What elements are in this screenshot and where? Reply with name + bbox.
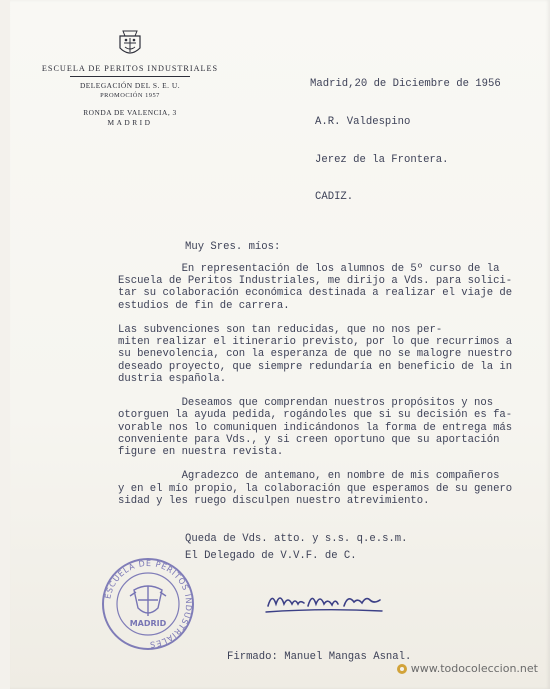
- watermark-logo-icon: [396, 663, 408, 675]
- crest-icon: [117, 28, 143, 58]
- body-line: estudios de fin de carrera.: [118, 299, 290, 312]
- school-stamp: [100, 556, 196, 652]
- body-line: Deseamos que comprendan nuestros propósitos y nos: [118, 397, 494, 410]
- recipient-city: Jerez de la Frontera.: [315, 153, 449, 166]
- body-line: otorguen la ayuda pedida, rogándoles que si su decisión es fa-: [118, 409, 513, 422]
- letterhead-city: MADRID: [107, 118, 153, 127]
- body-line: tar su colaboración económica destinada a realizar el viaje de: [118, 287, 513, 300]
- body-line: Escuela de Peritos Industriales, me dirijo a Vds. para solici-: [118, 275, 513, 288]
- recipient-name: A.R. Valdespino: [315, 116, 411, 128]
- recipient-province: CADIZ.: [315, 191, 354, 203]
- body-line: Agradezco de antemano, en nombre de mis compañeros: [118, 470, 500, 483]
- letterhead-address: RONDA DE VALENCIA, 3: [83, 108, 177, 117]
- body-line: [118, 312, 512, 324]
- body-line: deseado proyecto, que siempre redundaría en beneficio de la in: [118, 360, 513, 373]
- delegate-line: El Delegado de V.V.F. de C.: [185, 550, 357, 562]
- letterhead: [30, 28, 230, 128]
- body-line: dustria española.: [118, 372, 227, 385]
- body-line: conveniente para Vds., y si creen oportuno que su aportación: [118, 433, 500, 446]
- stamp-city: MADRID: [129, 619, 167, 628]
- body-line: su benevolencia, con la esperanza de que no se malogre nuestro: [118, 348, 513, 361]
- closing-line: Queda de Vds. atto. y s.s. q.e.s.m.: [185, 533, 408, 545]
- site-watermark: [396, 662, 538, 675]
- signed-line: Firmado: Manuel Mangas Asnal.: [227, 651, 412, 663]
- stamp-ring-text: ESCUELA DE PERITOS INDUSTRIALES: [103, 558, 194, 650]
- watermark-text: www.todocoleccion.net: [410, 662, 538, 675]
- letter-body: [118, 263, 512, 507]
- letterhead-delegation: DELEGACIÓN DEL S. E. U.: [79, 81, 181, 90]
- body-line: En representación de los alumnos de 5º curso de la: [118, 263, 500, 275]
- salutation: Muy Sres. míos:: [185, 241, 281, 253]
- signature: [262, 578, 387, 620]
- body-line: Las subvenciones son tan reducidas, que no nos per-: [118, 324, 443, 337]
- body-line: y en el mío propio, la colaboración que esperamos de su genero: [118, 482, 513, 495]
- body-line: [118, 385, 512, 397]
- letter-date: Madrid,20 de Diciembre de 1956: [310, 78, 501, 90]
- body-line: figure en nuestra revista.: [118, 446, 284, 459]
- body-line: sidad y les ruego disculpen nuestro atrevimiento.: [118, 494, 430, 507]
- letterhead-promotion: PROMOCIÓN 1957: [100, 92, 160, 99]
- body-line: [118, 458, 512, 470]
- stamp-eagle-icon: [130, 586, 166, 616]
- body-line: miten realizar el itinerario previsto, por lo que recurrimos a: [118, 336, 513, 349]
- letterhead-school: ESCUELA DE PERITOS INDUSTRIALES: [41, 64, 219, 73]
- letterhead-divider: [70, 76, 190, 77]
- recipient-block: [315, 91, 449, 229]
- body-line: vorable nos lo comuniquen indicándonos la forma de entrega más: [118, 421, 513, 434]
- letter-page: [10, 0, 550, 689]
